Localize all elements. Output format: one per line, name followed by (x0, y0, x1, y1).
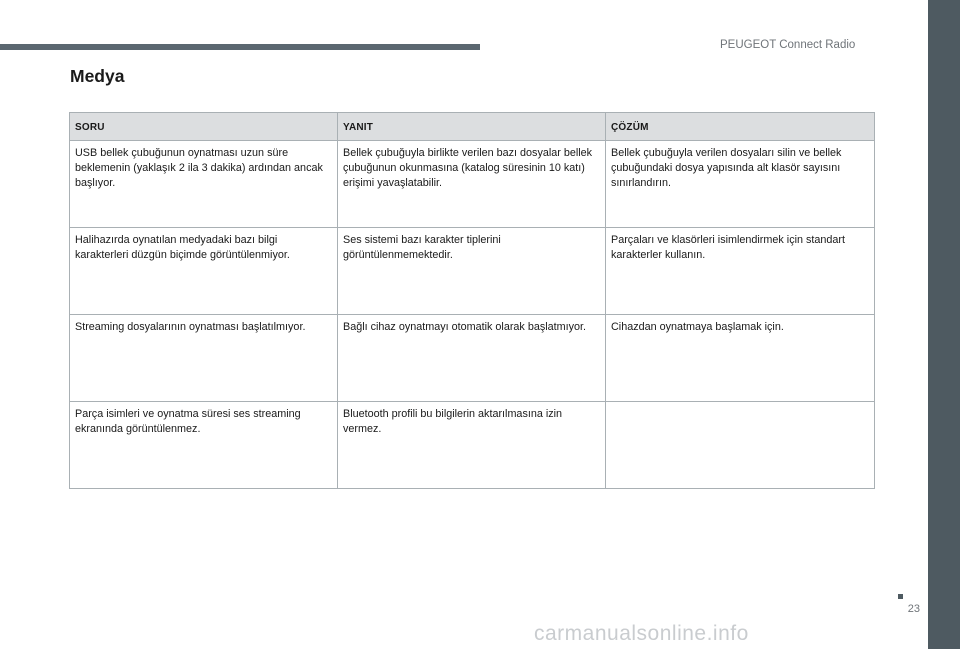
page-marker-square (898, 594, 903, 599)
cell-question: Parça isimleri ve oynatma süresi ses streaming ekranında görüntülenmez. (70, 402, 338, 489)
header-solution: ÇÖZÜM (606, 113, 875, 141)
table-row (70, 141, 875, 228)
table-row (70, 315, 875, 402)
cell-question: Streaming dosyalarının oynatması başlatılmıyor. (70, 315, 338, 402)
cell-solution (606, 402, 875, 489)
cell-solution: Cihazdan oynatmaya başlamak için. (606, 315, 875, 402)
cell-answer: Bağlı cihaz oynatmayı otomatik olarak başlatmıyor. (338, 315, 606, 402)
right-side-band (928, 0, 960, 649)
table-row (70, 402, 875, 489)
troubleshooting-table (69, 112, 875, 489)
section-title: Medya (70, 66, 125, 86)
header-brand: PEUGEOT Connect Radio (720, 39, 856, 51)
cell-solution: Parçaları ve klasörleri isimlendirmek için standart karakterler kullanın. (606, 228, 875, 315)
header-answer: YANIT (338, 113, 606, 141)
cell-question: Halihazırda oynatılan medyadaki bazı bilgi karakterleri düzgün biçimde görüntülenmiyor. (70, 228, 338, 315)
cell-solution: Bellek çubuğuyla verilen dosyaları silin ve bellek çubuğundaki dosya yapısında alt klasör sayısını sınırlandırın. (606, 141, 875, 228)
table-header-row (70, 113, 875, 141)
watermark: carmanualsonline.info (534, 622, 749, 645)
cell-question: USB bellek çubuğunun oynatması uzun süre beklemenin (yaklaşık 2 ila 3 dakika) ardından ancak başlıyor. (70, 141, 338, 228)
table-row (70, 228, 875, 315)
top-rule (0, 44, 480, 50)
header-question: SORU (70, 113, 338, 141)
cell-answer: Bluetooth profili bu bilgilerin aktarılmasına izin vermez. (338, 402, 606, 489)
cell-answer: Ses sistemi bazı karakter tiplerini görüntülenmemektedir. (338, 228, 606, 315)
cell-answer: Bellek çubuğuyla birlikte verilen bazı dosyalar bellek çubuğunun okunmasına (katalog süresinin 10 katı) erişimi yavaşlatabilir. (338, 141, 606, 228)
page-number: 23 (907, 603, 920, 615)
